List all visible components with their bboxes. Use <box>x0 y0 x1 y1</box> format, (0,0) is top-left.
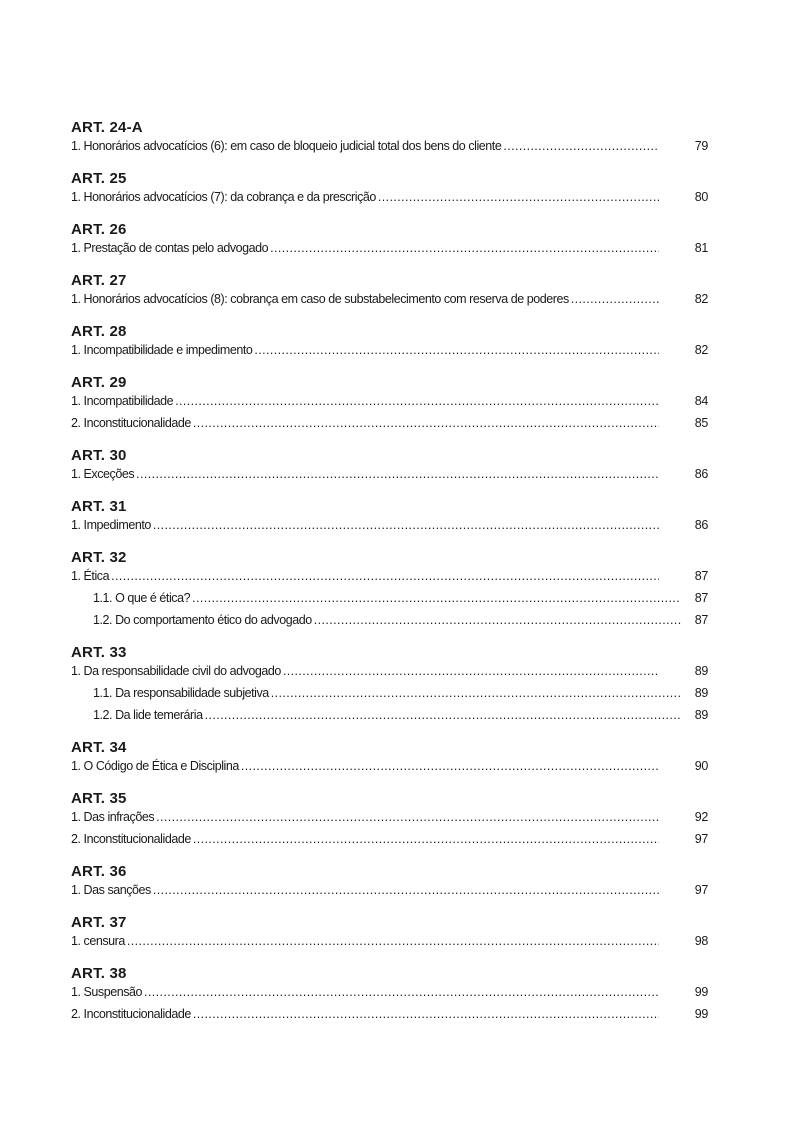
toc-entry[interactable] <box>71 808 708 830</box>
toc-entry[interactable] <box>71 516 708 538</box>
dot-leader <box>192 589 681 607</box>
page-number: 86 <box>694 467 708 481</box>
page-number: 86 <box>694 518 708 532</box>
toc-entry[interactable] <box>71 567 708 589</box>
dot-leader <box>241 757 659 775</box>
dot-leader <box>127 932 659 950</box>
page-number: 80 <box>694 190 708 204</box>
toc-entry[interactable] <box>71 662 708 684</box>
dot-leader <box>136 465 659 483</box>
toc-subentry[interactable] <box>71 684 708 706</box>
entry-title: 2. Inconstitucionalidade <box>71 416 191 430</box>
toc-entry[interactable] <box>71 757 708 779</box>
page-number: 89 <box>694 708 708 722</box>
toc-entry[interactable] <box>71 188 708 210</box>
toc-entry[interactable] <box>71 983 708 1005</box>
page-number: 99 <box>694 1007 708 1021</box>
entry-title: 1. Exceções <box>71 467 135 481</box>
toc-subentry[interactable] <box>71 706 708 728</box>
article-heading: ART. 35 <box>71 790 127 807</box>
toc-entry[interactable] <box>71 830 708 852</box>
dot-leader <box>175 392 659 410</box>
article-heading: ART. 25 <box>71 170 127 187</box>
dot-leader <box>153 516 659 534</box>
entry-title: 1. Honorários advocatícios (7): da cobrança e da prescrição <box>71 190 376 204</box>
page-number: 81 <box>694 241 708 255</box>
toc-section <box>71 739 708 779</box>
article-heading: ART. 38 <box>71 965 127 982</box>
entry-title: 2. Inconstitucionalidade <box>71 832 191 846</box>
article-heading: ART. 34 <box>71 739 127 756</box>
dot-leader <box>314 611 681 629</box>
dot-leader <box>111 567 659 585</box>
page-number: 97 <box>694 883 708 897</box>
page-number: 98 <box>694 934 708 948</box>
page-number: 79 <box>694 139 708 153</box>
page-number: 82 <box>694 343 708 357</box>
page-number: 92 <box>694 810 708 824</box>
page-number: 85 <box>694 416 708 430</box>
toc-section <box>71 965 708 1027</box>
toc-subentry[interactable] <box>71 589 708 611</box>
entry-title: 1. Prestação de contas pelo advogado <box>71 241 269 255</box>
toc-entry[interactable] <box>71 465 708 487</box>
page-number: 82 <box>694 292 708 306</box>
page-number: 89 <box>694 686 708 700</box>
toc-section <box>71 644 708 728</box>
table-of-contents <box>71 119 708 1038</box>
toc-section <box>71 498 708 538</box>
article-heading: ART. 30 <box>71 447 127 464</box>
dot-leader <box>205 706 681 724</box>
dot-leader <box>193 830 659 848</box>
entry-title: 1. Incompatibilidade <box>71 394 174 408</box>
dot-leader <box>503 137 659 155</box>
entry-title: 1. censura <box>71 934 125 948</box>
dot-leader <box>271 684 681 702</box>
page-number: 87 <box>694 591 708 605</box>
dot-leader <box>283 662 659 680</box>
page-number: 89 <box>694 664 708 678</box>
entry-title: 2. Inconstitucionalidade <box>71 1007 191 1021</box>
article-heading: ART. 24-A <box>71 119 143 136</box>
toc-section <box>71 863 708 903</box>
article-heading: ART. 26 <box>71 221 127 238</box>
article-heading: ART. 32 <box>71 549 127 566</box>
entry-title: 1. Impedimento <box>71 518 151 532</box>
entry-title: 1. Da responsabilidade civil do advogado <box>71 664 281 678</box>
page-number: 87 <box>694 613 708 627</box>
toc-section <box>71 119 708 159</box>
toc-entry[interactable] <box>71 341 708 363</box>
article-heading: ART. 33 <box>71 644 127 661</box>
entry-title: 1. Honorários advocatícios (6): em caso de bloqueio judicial total dos bens do cliente <box>71 139 502 153</box>
page-number: 97 <box>694 832 708 846</box>
entry-title: 1. Incompatibilidade e impedimento <box>71 343 253 357</box>
entry-title: 1. Ética <box>71 569 110 583</box>
toc-section <box>71 374 708 436</box>
entry-title: 1.2. Da lide temerária <box>93 708 203 722</box>
dot-leader <box>193 414 659 432</box>
toc-entry[interactable] <box>71 1005 708 1027</box>
entry-title: 1.2. Do comportamento ético do advogado <box>93 613 312 627</box>
page-number: 84 <box>694 394 708 408</box>
dot-leader <box>156 808 659 826</box>
toc-section <box>71 790 708 852</box>
entry-title: 1. Das sanções <box>71 883 151 897</box>
dot-leader <box>193 1005 659 1023</box>
article-heading: ART. 37 <box>71 914 127 931</box>
dot-leader <box>270 239 659 257</box>
article-heading: ART. 29 <box>71 374 127 391</box>
toc-entry[interactable] <box>71 290 708 312</box>
toc-section <box>71 323 708 363</box>
entry-title: 1. Honorários advocatícios (8): cobrança em caso de substabelecimento com reserva de poderes <box>71 292 569 306</box>
toc-section <box>71 549 708 633</box>
article-heading: ART. 27 <box>71 272 127 289</box>
toc-entry[interactable] <box>71 392 708 414</box>
toc-entry[interactable] <box>71 881 708 903</box>
dot-leader <box>378 188 659 206</box>
toc-section <box>71 447 708 487</box>
page-number: 90 <box>694 759 708 773</box>
toc-section <box>71 914 708 954</box>
dot-leader <box>153 881 659 899</box>
page-number: 87 <box>694 569 708 583</box>
article-heading: ART. 28 <box>71 323 127 340</box>
entry-title: 1.1. O que é ética? <box>93 591 191 605</box>
dot-leader <box>571 290 659 308</box>
dot-leader <box>144 983 659 1001</box>
article-heading: ART. 31 <box>71 498 127 515</box>
toc-entry[interactable] <box>71 137 708 159</box>
article-heading: ART. 36 <box>71 863 127 880</box>
toc-subentry[interactable] <box>71 611 708 633</box>
entry-title: 1. Suspensão <box>71 985 143 999</box>
dot-leader <box>254 341 659 359</box>
toc-entry[interactable] <box>71 932 708 954</box>
toc-section <box>71 272 708 312</box>
entry-title: 1. Das infrações <box>71 810 155 824</box>
toc-entry[interactable] <box>71 414 708 436</box>
toc-section <box>71 221 708 261</box>
toc-entry[interactable] <box>71 239 708 261</box>
entry-title: 1.1. Da responsabilidade subjetiva <box>93 686 269 700</box>
entry-title: 1. O Código de Ética e Disciplina <box>71 759 239 773</box>
page-number: 99 <box>694 985 708 999</box>
toc-section <box>71 170 708 210</box>
